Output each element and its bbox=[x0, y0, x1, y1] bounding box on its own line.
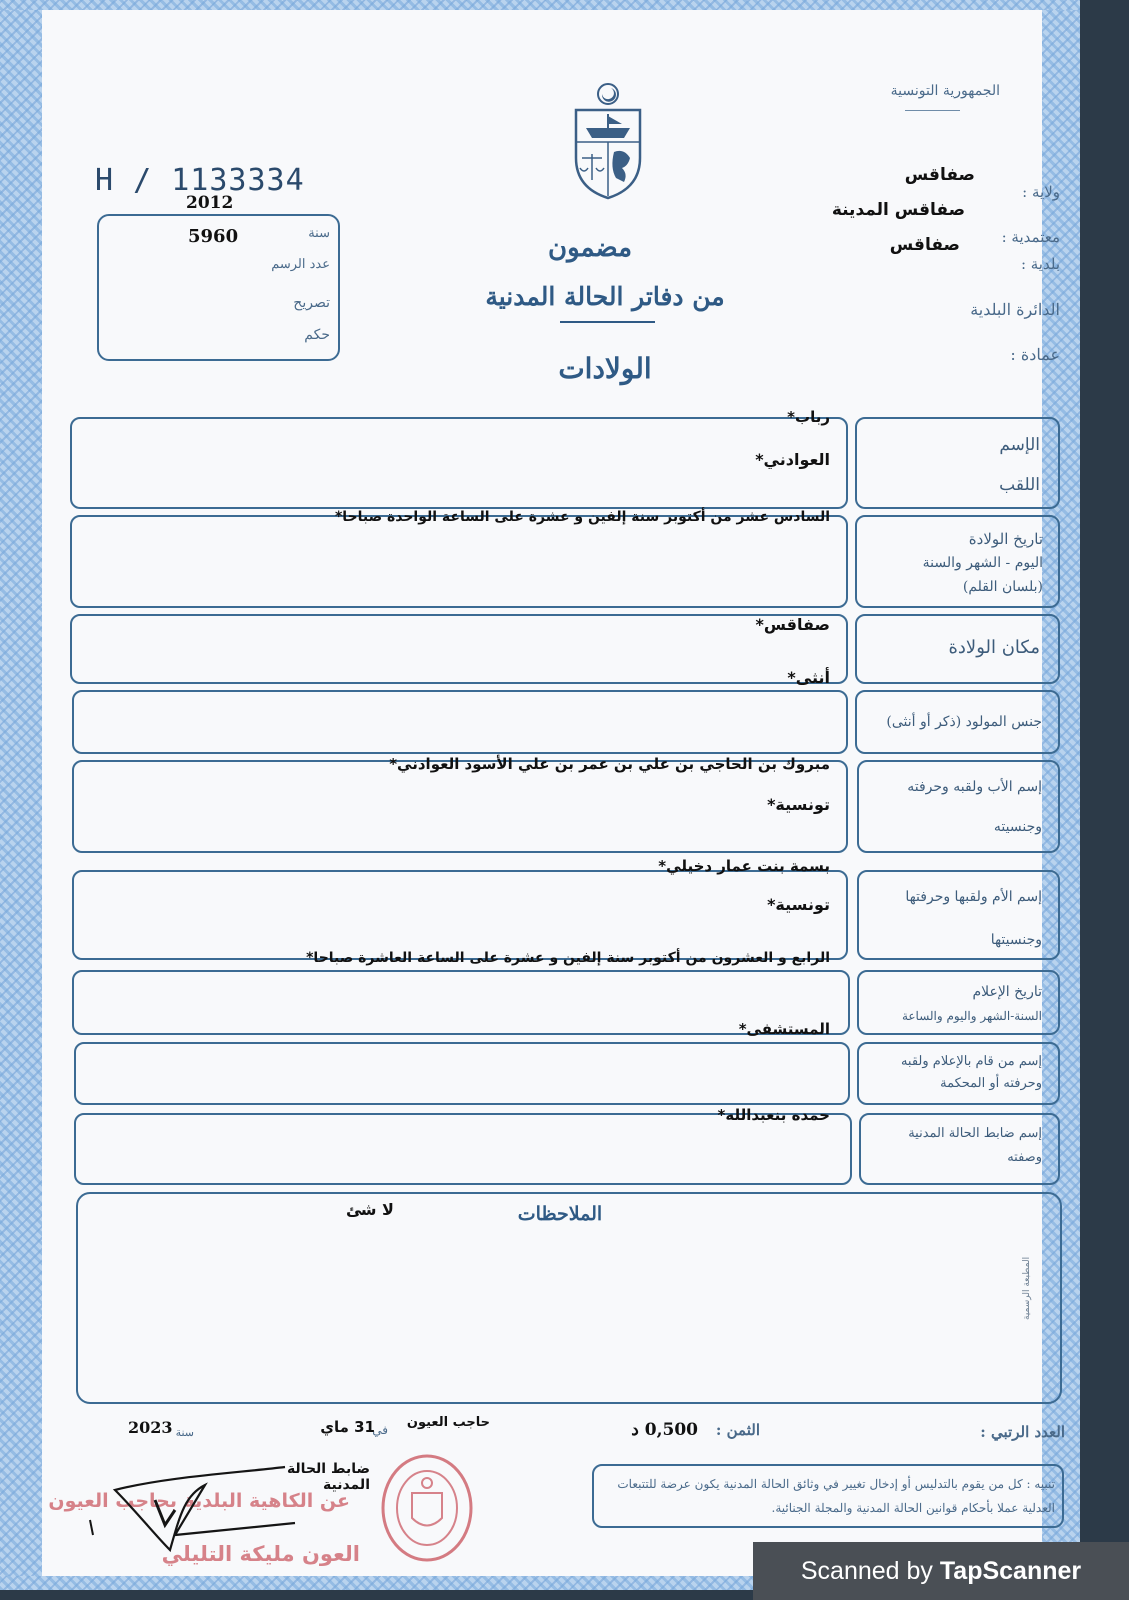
official-seal-icon bbox=[372, 1448, 482, 1568]
footer-date: 31 ماي bbox=[320, 1418, 375, 1436]
declaration-label: تصريح bbox=[293, 295, 330, 311]
record-year-label: سنة bbox=[308, 226, 330, 241]
warning-text: تنبيه : كل من يقوم بالتدليس أو إدخال تغيير في وثائق الحالة المدنية يكون عرضة للتتبعات العدلية عملا بأحكام قوانين الحالة المدنية والمجلة الجنائية. bbox=[617, 1477, 1055, 1515]
notes-value: لا شئ bbox=[346, 1200, 394, 1219]
mother-nationality: تونسية* bbox=[767, 895, 830, 914]
declarant-value: المستشفى* bbox=[738, 1020, 830, 1038]
officer-label-1: إسم ضابط الحالة المدنية bbox=[908, 1126, 1042, 1141]
motamadia-value: صفاقس المدينة bbox=[831, 200, 965, 220]
footer-year: 2023 bbox=[128, 1418, 173, 1437]
coat-of-arms-icon bbox=[568, 80, 648, 202]
footer-year-label: سنة bbox=[175, 1426, 194, 1439]
birth-place-value: صفاقس* bbox=[755, 615, 830, 634]
birth-place-label: مكان الولادة bbox=[948, 637, 1040, 658]
footer-place: حاجب العيون bbox=[406, 1415, 490, 1430]
declarant-label-1: إسم من قام بالإعلام ولقبه bbox=[900, 1054, 1042, 1069]
name-label: الإسم bbox=[999, 435, 1040, 455]
birth-date-value-box bbox=[70, 515, 848, 608]
title-sub: من دفاتر الحالة المدنية bbox=[485, 282, 725, 311]
father-nationality: تونسية* bbox=[767, 795, 830, 814]
mother-value-box bbox=[72, 870, 848, 960]
decorative-border-top bbox=[0, 0, 1080, 10]
price-value: 0,500 د bbox=[631, 1420, 698, 1440]
officer-value: حمده بنعبدالله* bbox=[717, 1106, 830, 1124]
mother-label-1: إسم الأم ولقبها وحرفتها bbox=[905, 889, 1042, 905]
omada-label: عمادة : bbox=[1010, 345, 1060, 364]
officer-label-2: وصفته bbox=[1007, 1150, 1042, 1165]
father-label-1: إسم الأب ولقبه وحرفته bbox=[907, 779, 1042, 795]
father-label-2: وجنسيته bbox=[993, 819, 1042, 835]
sex-label: جنس المولود (ذكر أو أنثى) bbox=[886, 714, 1042, 730]
scanner-watermark bbox=[753, 1542, 1129, 1600]
declarant-label-2: وحرفته أو المحكمة bbox=[940, 1076, 1042, 1091]
wilaya-label: ولاية : bbox=[1022, 183, 1060, 201]
name-value: رباب* bbox=[787, 408, 830, 426]
stamp-text-2: العون مليكة التليلي bbox=[161, 1542, 360, 1566]
side-print: المطبعة الرسمية bbox=[1022, 1256, 1032, 1320]
judgment-label: حكم bbox=[304, 327, 330, 343]
baladia-value: صفاقس bbox=[889, 235, 960, 255]
title-underline bbox=[560, 321, 655, 323]
signature-label: ضابط الحالة المدنية bbox=[286, 1461, 370, 1493]
mother-value: بسمة بنت عمار دخيلي* bbox=[658, 857, 830, 875]
surname-label: اللقب bbox=[999, 475, 1040, 495]
republic-underline bbox=[905, 110, 960, 111]
wilaya-value: صفاقس bbox=[904, 165, 975, 185]
father-value: مبروك بن الحاجي بن علي بن عمر بن علي الأسود العوادني* bbox=[389, 755, 830, 773]
price-label: الثمن : bbox=[715, 1421, 760, 1439]
declaration-date-label-2: السنة-الشهر واليوم والساعة bbox=[901, 1009, 1042, 1023]
title-main: مضمون bbox=[547, 233, 633, 263]
mother-label-2: وجنسيتها bbox=[990, 932, 1042, 948]
record-number-value: 5960 bbox=[188, 226, 239, 247]
declaration-date-label-1: تاريخ الإعلام bbox=[972, 984, 1042, 1000]
decorative-border-left bbox=[0, 0, 42, 1590]
father-label-box bbox=[857, 760, 1060, 853]
republic-label: الجمهورية التونسية bbox=[890, 83, 1000, 99]
serial-number: H / 1133334 bbox=[95, 163, 305, 198]
record-number-label: عدد الرسم bbox=[271, 257, 330, 272]
declarant-value-box bbox=[74, 1042, 850, 1105]
handwritten-signature-icon bbox=[48, 1455, 385, 1560]
birth-date-value: السادس عشر من أكتوبر سنة إلفين و عشرة على الساعة الواحدة صباحا* bbox=[334, 509, 830, 525]
sex-value: أنثى* bbox=[787, 668, 830, 687]
footer-date-prefix: في bbox=[372, 1423, 388, 1437]
daira-label: الدائرة البلدية bbox=[970, 300, 1060, 319]
notes-label: الملاحظات bbox=[517, 1203, 603, 1225]
sequence-label: العدد الرتبي : bbox=[980, 1423, 1065, 1441]
motamadia-label: معتمدية : bbox=[1001, 228, 1060, 246]
scanner-brand: TapScanner bbox=[939, 1557, 1082, 1585]
surname-value: العوادني* bbox=[755, 450, 830, 469]
birth-date-label-2: اليوم - الشهر والسنة bbox=[922, 555, 1043, 571]
birth-date-label-1: تاريخ الولادة bbox=[968, 530, 1043, 548]
baladia-label: بلدية : bbox=[1020, 255, 1060, 273]
section-title: الولادات bbox=[558, 352, 652, 385]
birth-date-label-3: (بلسان القلم) bbox=[962, 579, 1043, 595]
record-year-value: 2012 bbox=[186, 193, 234, 213]
sex-value-box bbox=[72, 690, 848, 754]
stamp-text-1: عن الكاهية البلدية بحاجب العيون bbox=[48, 1490, 350, 1512]
declaration-date-value: الرابع و العشرون من أكتوبر سنة إلفين و عشرة على الساعة العاشرة صباحا* bbox=[306, 950, 830, 966]
scanner-prefix: Scanned by bbox=[800, 1557, 940, 1585]
